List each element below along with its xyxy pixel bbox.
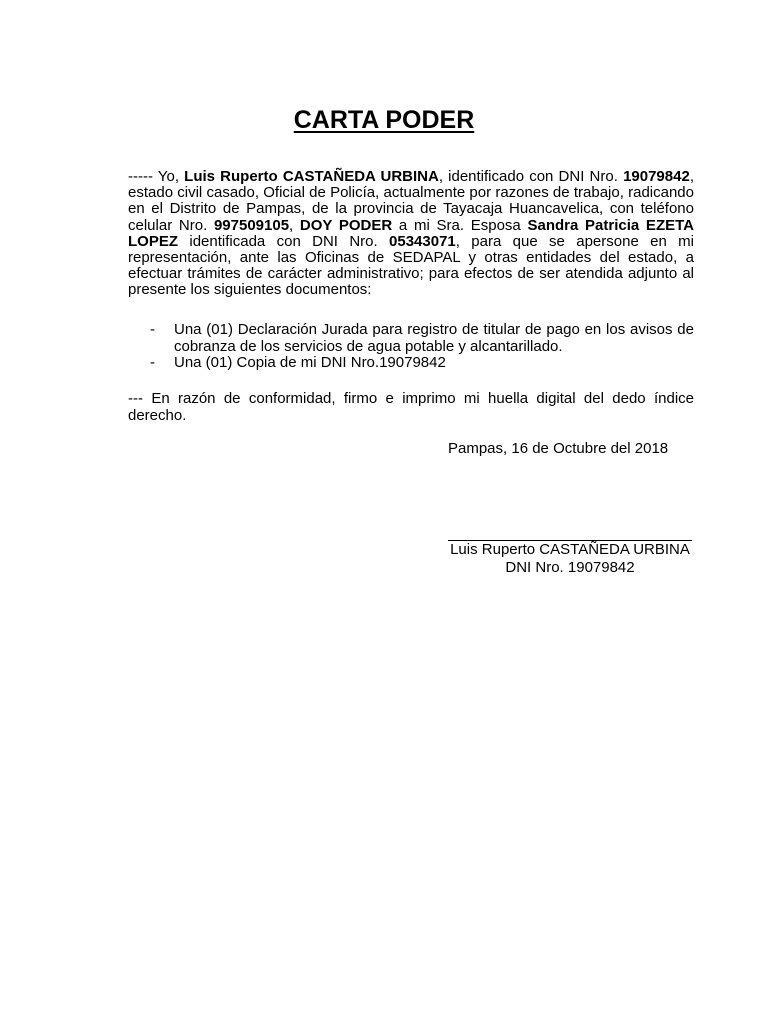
signature-block bbox=[443, 524, 697, 577]
grantee-dni: 05343071 bbox=[389, 232, 456, 250]
list-bullet: - bbox=[150, 321, 155, 338]
paragraph-text: identificada con DNI Nro. bbox=[178, 232, 390, 250]
document-title bbox=[0, 104, 768, 136]
paragraph-text: , estado civil casado, Oficial de Policía, actualmente por razones de trabajo, radicando en el Distrito de Pampas, de la provincia de Tayacaja Huancavelica, con teléfono celular Nro. bbox=[128, 168, 694, 234]
list-item bbox=[128, 355, 694, 372]
phone-number: 997509105 bbox=[213, 216, 290, 234]
grant-phrase: DOY PODER bbox=[299, 216, 393, 234]
list-item bbox=[128, 322, 694, 355]
paragraph-text: , identificado con DNI Nro. bbox=[438, 168, 624, 185]
main-paragraph bbox=[128, 169, 694, 299]
paragraph-text: , para que se apersone en mi representación, ante las Oficinas de SEDAPAL y otras entidades del estado, a efectuar trámites de carácter administrativo; para efectos de ser atendida adjunto al presente los siguientes documentos: bbox=[128, 232, 695, 299]
list-item-text: Una (01) Declaración Jurada para registro de titular de pago en los avisos de cobranza de los servicios de agua potable y alcantarillado. bbox=[174, 321, 694, 355]
place-date: Pampas, 16 de Octubre del 2018 bbox=[448, 440, 669, 457]
grantor-dni: 19079842 bbox=[623, 168, 690, 185]
grantee-name: Sandra Patricia EZETA LOPEZ bbox=[128, 216, 694, 250]
grantor-name: Luis Ruperto CASTAÑEDA URBINA bbox=[184, 168, 439, 185]
signatory-dni: DNI Nro. 19079842 bbox=[505, 559, 635, 576]
attached-documents-list bbox=[128, 322, 694, 372]
paragraph-text: a mi Sra. Esposa bbox=[392, 216, 528, 234]
title-text: CARTA PODER bbox=[293, 106, 475, 134]
paragraph-intro: ----- Yo, bbox=[128, 168, 185, 185]
closing-paragraph: --- En razón de conformidad, firmo e imprimo mi huella digital del dedo índice derecho. bbox=[128, 390, 694, 424]
signatory-name: Luis Ruperto CASTAÑEDA URBINA bbox=[450, 541, 690, 558]
paragraph-text: , bbox=[289, 216, 300, 234]
list-bullet: - bbox=[150, 354, 155, 371]
signature-line bbox=[448, 524, 692, 541]
list-item-text: Una (01) Copia de mi DNI Nro.19079842 bbox=[174, 354, 446, 371]
